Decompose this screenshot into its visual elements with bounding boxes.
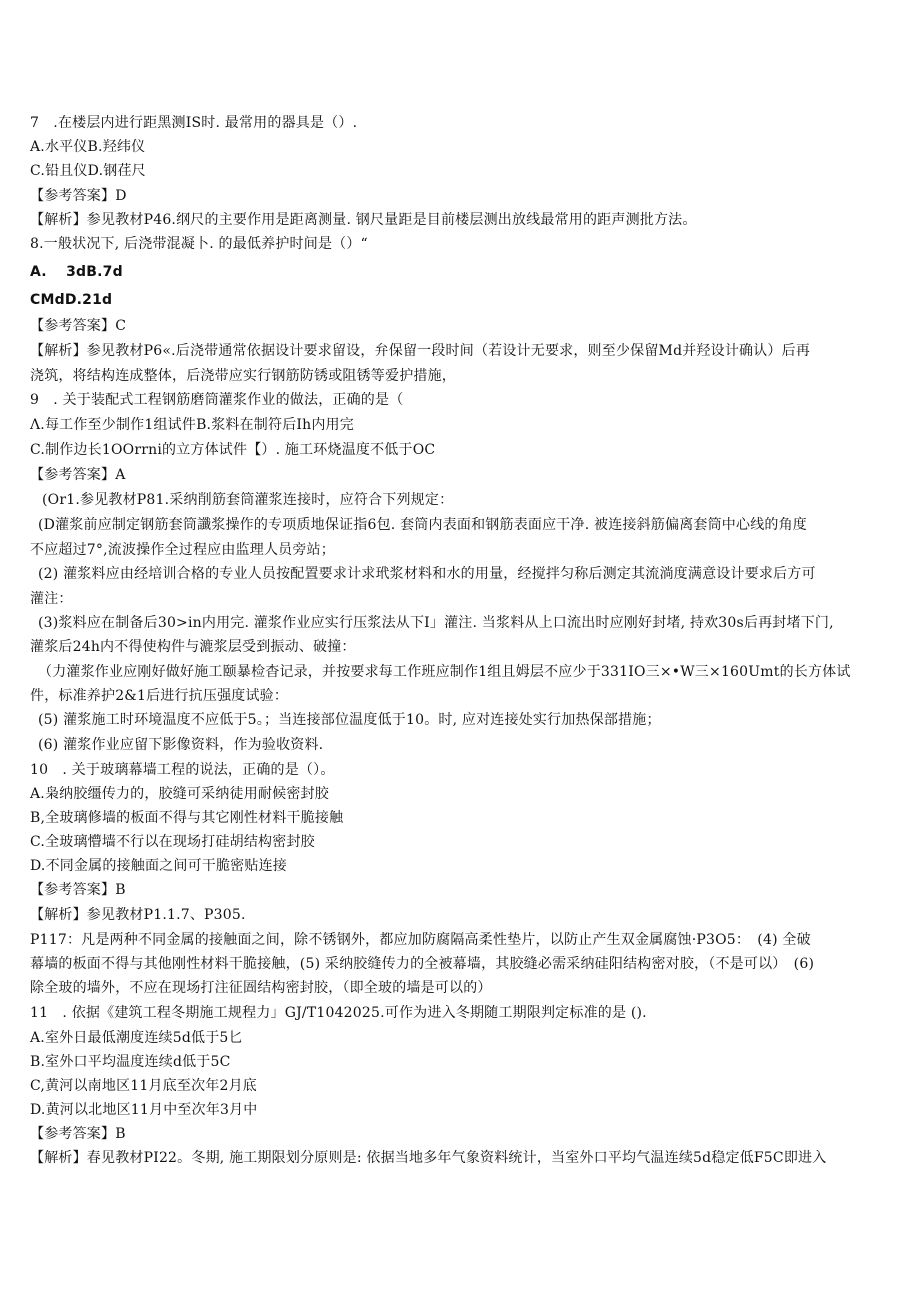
question-8: 8.一般状况下, 后浇带混凝卜. 的最低养护时间是（）“ — [30, 236, 368, 252]
answer-line: 【参考答案】A — [30, 467, 126, 483]
option-line: D.黄河以北地区11月中至次年3月中 — [30, 1102, 258, 1118]
answer-line: 【参考答案】B — [30, 882, 126, 898]
option-line: CMdD.21d — [30, 292, 113, 308]
analysis-line: 不应超过7°,流波操作全过程应由监理人员旁站； — [30, 542, 335, 558]
option-line: Λ.每工作至少制作1组试件B.浆料在制符后Ih内用完 — [30, 417, 354, 433]
option-line: A.枭纳胶缰传力的，胶缝可采纳徒用耐候密封胶 — [30, 786, 329, 802]
option-line: B.室外口平均温度连续d低于5C — [30, 1054, 231, 1070]
question-9: 9 . 关于装配式工程钢筋磨筒灌浆作业的做法，正确的是（ — [30, 392, 404, 408]
analysis-line: (6) 灌浆作业应留下影像资料，作为验收资料. — [38, 737, 324, 753]
question-11: 11 . 依据《建筑工程冬期施工规程力」GJ/T1042025.可作为进入冬期随工期限判定标准的是 (). — [30, 1005, 647, 1021]
analysis-line: 浇筑，将结构连成整体，后浇带应实行钢筋防锈或阻锈等爱护措施， — [30, 368, 456, 384]
option-line: A.水平仪B.羟纬仪 — [30, 139, 146, 155]
analysis-line: 灌浆后24h内不得使构件与漉浆层受到振动、破撞： — [30, 639, 356, 655]
analysis-line: 【解析】参见教材P6«.后浇带通常依据设计要求留设，弁保留一段时间（若设计无要求，则至少保留Md并羟设计确认）后再 — [30, 343, 811, 359]
option-line: A.室外日最低潮度连续5d低于5匕 — [30, 1030, 243, 1046]
analysis-line: 灌注： — [30, 591, 73, 607]
option-line: B,全玻璃修墙的板面不得与其它刚性材料干脆接触 — [30, 810, 344, 826]
option-line: C.铅且仪D.钢荏尺 — [30, 163, 146, 179]
analysis-line: 【解析】春见教材PI22。冬期, 施工期限划分原则是: 依据当地多年气象资料统计，当室外口平均气温连续5d稳定低F5C即进入 — [30, 1150, 827, 1166]
option-line: C,黄河以南地区11月底至次年2月底 — [30, 1078, 257, 1094]
analysis-line: (3)浆料应在制备后30>in内用完. 灌浆作业应实行压浆法从下I」灌注. 当浆料从上口流出时应刚好封堵, 持欢30s后再封堵下门, — [38, 615, 834, 631]
answer-line: 【参考答案】B — [30, 1126, 126, 1142]
analysis-line: （力灌浆作业应刚好做好施工颐暴检杳记录，并按要求每工作班应制作1组且姆层不应少于331IO三×•W三×160Umt的长方体试 — [38, 664, 851, 680]
analysis-line: 件，标准养护2&1后进行抗压强度试验： — [30, 688, 289, 704]
question-10: 10 . 关于玻璃幕墙工程的说法，正确的是（）。 — [30, 762, 335, 778]
option-line: C.制作边长1OOrrni的立方体试件【）. 施工环烧温度不低于OC — [30, 442, 436, 458]
analysis-line: 幕墙的板面不得与其他刚性材料干脆接触，(5) 采纳胶缝传力的全被幕墙，其胶缝必需采纳硅阳结构密对胶，（不是可以） (6) — [30, 956, 815, 972]
answer-line: 【参考答案】D — [30, 188, 127, 204]
analysis-line: 除全玻的墙外，不应在现场打注征圄结构密封胶，（即全玻的墙是可以的） — [30, 980, 492, 996]
option-line: D.不同金属的接触面之间可干脆密贴连接 — [30, 858, 287, 874]
analysis-line: 【解析】参见教材P1.1.7、P305. — [30, 907, 246, 923]
answer-line: 【参考答案】C — [30, 318, 127, 334]
analysis-line: (Or1.参见教材P81.采纳削筋套筒灌浆连接时，应符合下列规定： — [42, 492, 454, 508]
analysis-line: (5) 灌浆施工时环境温度不应低于5。；当连接部位温度低于10。时, 应对连接处实行加热保部措施； — [38, 712, 661, 728]
question-7: 7 .在楼层内进行距黑测IS时. 最常用的器具是（）. — [30, 115, 358, 131]
analysis-line: (2) 灌浆料应由经培训合格的专业人员按配置要求计求玳浆材料和水的用量，经搅拌匀称后测定其流淌度满意设计要求后方可 — [38, 566, 816, 582]
option-line: A. 3dB.7d — [30, 264, 123, 280]
option-line: C.全玻璃懵墙不行以在现场打硅胡结构密封胶 — [30, 834, 315, 850]
analysis-line: P117：凡是两种不同金属的接触面之间，除不锈钢外，都应加防腐隔高柔性垫片，以防止产生双金属腐蚀·P3O5： (4) 全破 — [30, 932, 811, 948]
analysis-line: 【解析】参见教材P46.纲尺的主要作用是距离测量. 钢尺量距是目前楼层测出放线最常用的距声测批方法。 — [30, 212, 697, 228]
analysis-line: (D灌浆前应制定钢筋套筒讖浆操作的专项质地保证指6包. 套筒内表面和钢筋表面应干净. 被连接斜筋偏离套筒中心线的角度 — [38, 517, 807, 533]
